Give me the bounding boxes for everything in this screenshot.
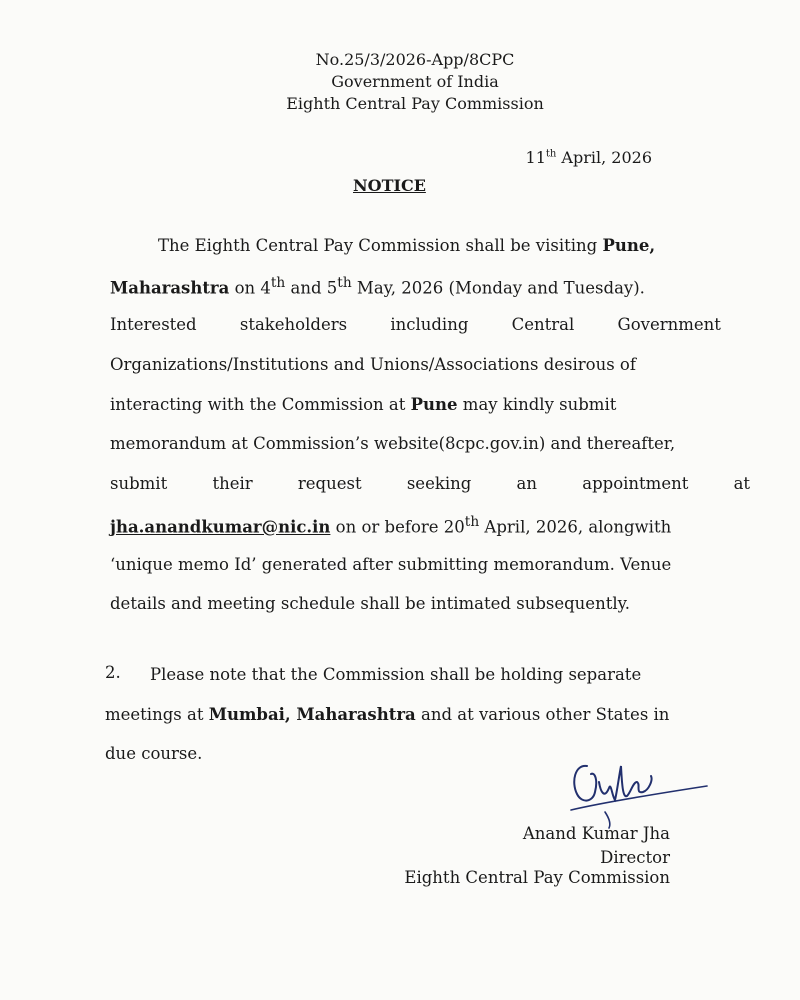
para1-line10: details and meeting schedule shall be intimated subsequently. bbox=[110, 594, 630, 613]
para2-line2: meetings at Mumbai, Maharashtra and at various other States in bbox=[105, 705, 670, 724]
para1-line1: The Eighth Central Pay Commission shall be visiting Pune, bbox=[158, 236, 656, 255]
notice-title: NOTICE bbox=[353, 176, 426, 195]
signatory-organization: Eighth Central Pay Commission bbox=[404, 868, 670, 887]
handwritten-signature bbox=[565, 752, 715, 830]
reference-number: No.25/3/2026-App/8CPC bbox=[315, 50, 515, 69]
para1-line6: memorandum at Commission’s website(8cpc.gov.in) and thereafter, bbox=[110, 434, 676, 453]
para1-line3: Interested stakeholders including Central Government bbox=[110, 315, 721, 334]
commission-line: Eighth Central Pay Commission bbox=[286, 94, 544, 113]
para2-number: 2. bbox=[105, 663, 121, 682]
para1-line7: submit their request seeking an appointment at bbox=[110, 474, 751, 493]
signatory-name: Anand Kumar Jha bbox=[522, 824, 670, 843]
contact-email[interactable]: jha.anandkumar@nic.in bbox=[110, 517, 331, 537]
para1-line5: interacting with the Commission at Pune may kindly submit bbox=[110, 395, 617, 414]
government-line: Government of India bbox=[331, 72, 499, 91]
para1-line4: Organizations/Institutions and Unions/Associations desirous of bbox=[110, 355, 636, 374]
para1-line9: ‘unique memo Id’ generated after submitting memorandum. Venue bbox=[110, 555, 672, 574]
signatory-designation: Director bbox=[600, 848, 670, 867]
para1-line8: jha.anandkumar@nic.in on or before 20th April, 2026, alongwith bbox=[110, 514, 672, 537]
para1-line2: Maharashtra on 4th and 5th May, 2026 (Monday and Tuesday). bbox=[110, 275, 645, 298]
para2-line3: due course. bbox=[105, 744, 203, 763]
notice-date: 11th April, 2026 bbox=[525, 148, 652, 167]
para2-line1: Please note that the Commission shall be holding separate bbox=[150, 665, 642, 684]
